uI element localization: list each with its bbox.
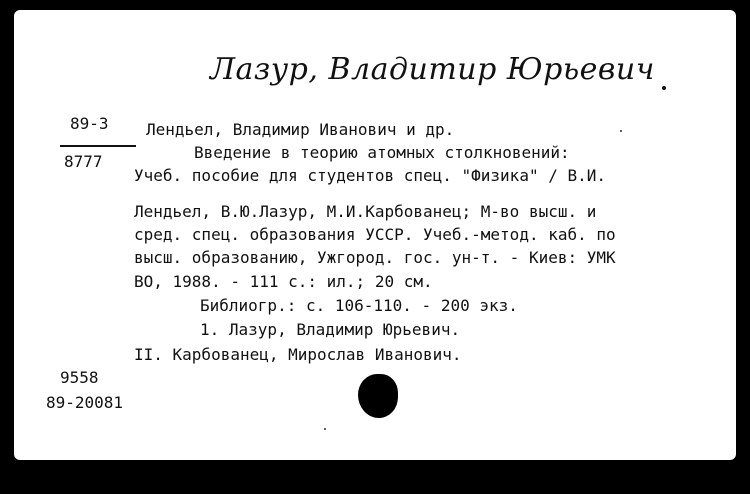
tracing-line: II. Карбованец, Мирослав Иванович. [134, 345, 462, 364]
shelfmark-top: 89-3 [70, 114, 109, 133]
responsibility-line: Лендьел, В.Ю.Лазур, М.И.Карбованец; М-во высш. и [134, 202, 597, 221]
publisher-line: сред. спец. образования УССР. Учеб.-метод. каб. по [134, 225, 616, 244]
accession-number: 9558 [60, 368, 99, 387]
speck [620, 130, 622, 132]
catalog-card [14, 10, 736, 460]
tracing-line: 1. Лазур, Владимир Юрьевич. [200, 320, 461, 339]
shelfmark-bottom: 8777 [64, 152, 103, 171]
notes-line: Библиогр.: с. 106-110. - 200 экз. [200, 296, 518, 315]
shelfmark-divider [60, 145, 136, 147]
handwritten-heading: Лазур, Владитир Юрьевич [210, 52, 655, 87]
description-line: Учеб. пособие для студентов спец. "Физика" / В.И. [134, 166, 607, 185]
ink-blot [358, 374, 398, 418]
imprint-line: ВО, 1988. - 111 с.: ил.; 20 см. [134, 272, 433, 291]
speck [324, 428, 326, 430]
record-number: 89-20081 [46, 393, 124, 412]
publisher-line: высш. образованию, Ужгород. гос. ун-т. - Киев: УМК [134, 248, 616, 267]
title-line: Введение в теорию атомных столкновений: [194, 143, 570, 162]
handwritten-period [662, 86, 666, 90]
author-line: Лендьел, Владимир Иванович и др. [146, 120, 455, 139]
